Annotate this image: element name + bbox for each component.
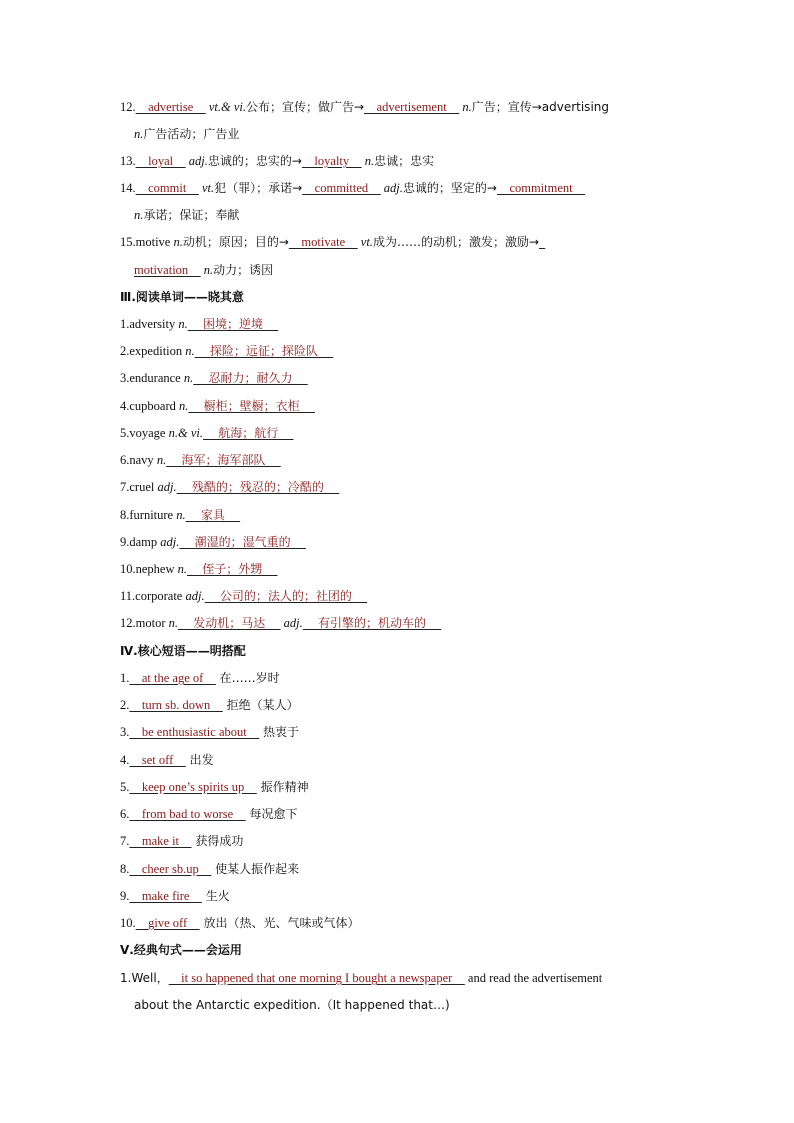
line-text: 6. <box>120 807 130 821</box>
worksheet-line <box>134 996 694 1014</box>
answer-blank: 有引擎的；机动车的 <box>302 616 442 630</box>
line-text: 犯（罪）；承诺→ <box>214 181 303 195</box>
part-of-speech: adj. <box>185 589 205 603</box>
answer-blank: 家具 <box>185 508 241 522</box>
worksheet-line <box>120 342 694 360</box>
worksheet-line <box>120 805 694 823</box>
worksheet-line <box>120 560 694 578</box>
answer-blank: motivate <box>288 235 358 249</box>
line-text: 3.endurance <box>120 371 184 385</box>
line-text: 10. <box>120 916 136 930</box>
line-text: Ⅲ.阅读单词——晓其意 <box>120 290 244 304</box>
answer-blank: advertise <box>135 100 206 114</box>
worksheet-line <box>120 832 694 850</box>
part-of-speech: n. <box>179 399 189 413</box>
answer-blank: 公司的；法人的；社团的 <box>204 589 368 603</box>
answer-blank <box>539 235 545 249</box>
line-text: 2. <box>120 698 130 712</box>
line-text: 12. <box>120 100 136 114</box>
line-text: 15.motive <box>120 235 174 249</box>
line-text: 9. <box>120 889 130 903</box>
line-text: 11.corporate <box>120 589 186 603</box>
line-text: 放出（热、光、气味或气体） <box>199 916 360 930</box>
worksheet-line <box>120 860 694 878</box>
line-text: 5. <box>120 780 130 794</box>
part-of-speech: n. <box>173 235 183 249</box>
section-heading <box>120 642 694 660</box>
answer-blank: loyalty <box>301 154 362 168</box>
line-text: 5.voyage <box>120 426 169 440</box>
line-text: 1.adversity <box>120 317 179 331</box>
line-text: 动力；诱因 <box>213 263 274 277</box>
section-heading <box>120 941 694 959</box>
answer-blank: 潮湿的；湿气重的 <box>179 535 306 549</box>
worksheet-line <box>120 315 694 333</box>
worksheet-line <box>120 424 694 442</box>
part-of-speech: n. <box>134 127 144 141</box>
worksheet-line <box>120 614 694 632</box>
line-text: 14. <box>120 181 136 195</box>
line-text: 6.navy <box>120 453 157 467</box>
line-text: 热衷于 <box>259 725 300 739</box>
answer-blank: commitment <box>496 181 586 195</box>
part-of-speech: n. <box>156 453 167 467</box>
line-text: 动机；原因；目的→ <box>182 235 289 249</box>
worksheet-line <box>120 451 694 469</box>
line-text: 7. <box>120 834 130 848</box>
answer-blank: advertisement <box>364 100 460 114</box>
answer-blank: at the age of <box>129 671 216 685</box>
part-of-speech: adj. <box>383 181 403 195</box>
worksheet-line <box>120 397 694 415</box>
part-of-speech: n. <box>203 263 214 277</box>
part-of-speech: vt.& vi. <box>208 100 247 114</box>
answer-blank: loyal <box>135 154 186 168</box>
answer-blank: cheer sb.up <box>129 862 212 876</box>
line-text: 使某人振作起来 <box>211 862 300 876</box>
part-of-speech: n.& vi. <box>168 426 203 440</box>
answer-blank: 残酷的；残忍的；冷酷的 <box>176 480 340 494</box>
line-text: 忠诚；忠实 <box>374 154 435 168</box>
part-of-speech: n. <box>176 508 186 522</box>
worksheet-line <box>120 369 694 387</box>
worksheet-line <box>134 125 694 143</box>
line-text: 12.motor <box>120 616 169 630</box>
part-of-speech: vt. <box>201 181 215 195</box>
answer-blank: 发动机；马达 <box>177 616 281 630</box>
line-text: 7.cruel <box>120 480 158 494</box>
worksheet-line <box>120 669 694 687</box>
line-text: and read the advertisement <box>464 971 603 985</box>
line-text: 获得成功 <box>191 834 244 848</box>
line-text: Ⅳ.核心短语——明搭配 <box>120 644 246 658</box>
worksheet-line <box>120 751 694 769</box>
worksheet-line <box>120 506 694 524</box>
worksheet-line <box>120 179 694 197</box>
line-text: 13. <box>120 154 136 168</box>
line-text: 振作精神 <box>256 780 309 794</box>
line-text: 9.damp <box>120 535 161 549</box>
worksheet-line <box>120 778 694 796</box>
answer-blank: make it <box>129 834 192 848</box>
line-text: 每况愈下 <box>245 807 298 821</box>
worksheet-line <box>134 261 694 279</box>
line-text: 生火 <box>201 889 230 903</box>
part-of-speech: adj. <box>157 480 177 494</box>
line-text: 忠诚的；坚定的→ <box>402 181 497 195</box>
worksheet-line <box>120 887 694 905</box>
answer-blank: make fire <box>129 889 202 903</box>
line-text: 8. <box>120 862 130 876</box>
worksheet-line <box>120 723 694 741</box>
line-text: 成为……的动机；激发；激励→ <box>372 235 539 249</box>
part-of-speech: n. <box>168 616 178 630</box>
worksheet-line <box>120 98 694 116</box>
part-of-speech: n. <box>177 562 187 576</box>
answer-blank: 海军；海军部队 <box>166 453 281 467</box>
part-of-speech: n. <box>185 344 195 358</box>
answer-blank: be enthusiastic about <box>129 725 260 739</box>
answer-blank: commit <box>135 181 199 195</box>
worksheet-line <box>120 478 694 496</box>
answer-blank: motivation <box>134 263 201 277</box>
answer-blank: keep one’s spirits up <box>129 780 257 794</box>
section-heading <box>120 288 694 306</box>
part-of-speech: n. <box>178 317 188 331</box>
worksheet-line <box>120 914 694 932</box>
line-text: 忠诚的；忠实的→ <box>207 154 302 168</box>
line-text: 在……岁时 <box>215 671 280 685</box>
line-text: Ⅴ.经典句式——会运用 <box>120 943 242 957</box>
line-text: 4. <box>120 753 130 767</box>
answer-blank: 忍耐力；耐久力 <box>193 371 308 385</box>
line-text: 公布；宣传；做广告→ <box>246 100 365 114</box>
part-of-speech: n. <box>364 154 375 168</box>
part-of-speech: adj. <box>283 616 303 630</box>
worksheet-line <box>120 969 694 987</box>
line-text: 1.Well， <box>120 971 169 985</box>
line-text: 广告；宣传→advertising <box>471 100 609 114</box>
answer-blank: 探险；远征；探险队 <box>194 344 334 358</box>
answer-blank: 航海；航行 <box>202 426 294 440</box>
answer-blank: 侄子；外甥 <box>187 562 278 576</box>
answer-blank: it so happened that one morning I bought a newspaper <box>168 971 465 985</box>
part-of-speech: adj. <box>188 154 208 168</box>
worksheet-line <box>120 152 694 170</box>
part-of-speech: vt. <box>360 235 373 249</box>
line-text: 3. <box>120 725 130 739</box>
line-text: 2.expedition <box>120 344 186 358</box>
line-text: 拒绝（某人） <box>222 698 299 712</box>
worksheet-line <box>120 533 694 551</box>
line-text: 10.nephew <box>120 562 178 576</box>
answer-blank: give off <box>135 916 200 930</box>
line-text: 8.furniture <box>120 508 177 522</box>
line-text: 广告活动；广告业 <box>143 127 240 141</box>
line-text: 承诺；保证；奉献 <box>143 208 240 222</box>
line-text: 4.cupboard <box>120 399 180 413</box>
answer-blank: 橱柜；壁橱；衣柜 <box>188 399 315 413</box>
part-of-speech: adj. <box>160 535 180 549</box>
answer-blank: from bad to worse <box>129 807 246 821</box>
worksheet-line <box>134 206 694 224</box>
line-text: about the Antarctic expedition.（It happened that…) <box>134 998 450 1012</box>
answer-blank: turn sb. down <box>129 698 223 712</box>
line-text: 1. <box>120 671 130 685</box>
line-text: 出发 <box>185 753 214 767</box>
part-of-speech: n. <box>462 100 472 114</box>
worksheet-line <box>120 587 694 605</box>
worksheet-line <box>120 696 694 714</box>
part-of-speech: n. <box>183 371 194 385</box>
answer-blank: committed <box>302 181 381 195</box>
answer-blank: set off <box>129 753 186 767</box>
worksheet-line <box>120 233 694 251</box>
part-of-speech: n. <box>134 208 144 222</box>
answer-blank: 困境；逆境 <box>187 317 279 331</box>
